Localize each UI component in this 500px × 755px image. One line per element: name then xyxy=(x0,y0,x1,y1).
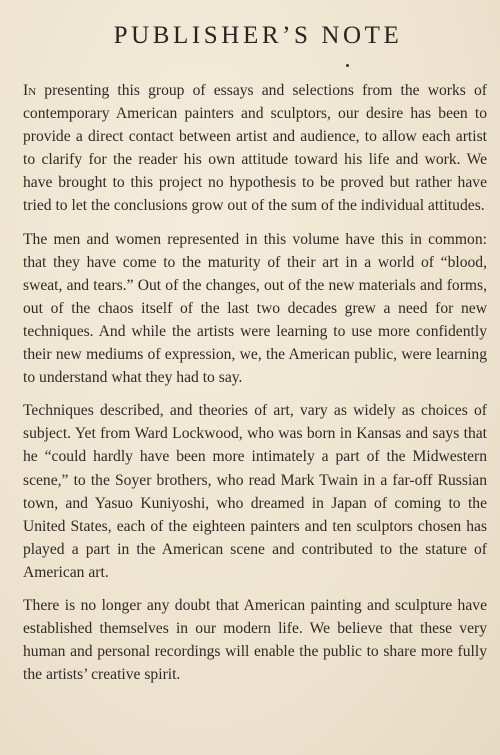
ink-speck xyxy=(346,64,349,67)
paragraph-1 xyxy=(23,79,487,218)
paragraph-2: The men and women represented in this volume have this in common: that they have come to the maturity of their art in a world of “blood, sweat, and tears.” Out of the changes, out of the new materials and forms, out of the chaos itself of the last two decades grew a need for new techniques. And while the artists were learning to use more confidently their new mediums of expression, we, the American public, were learning to understand what they had to say. xyxy=(23,230,487,387)
paragraph-1-text: presenting this group of essays and selections from the works of contemporary American painters and sculptors, our desire has been to provide a direct contact between artist and audience, to allow each artist to clarify for the reader his own attitude toward his life and work. We have brought to this project no hypothesis to be proved but rather have tried to let the conclusions grow out of the sum of the individual attitudes. xyxy=(23,82,487,215)
paragraph-4: There is no longer any doubt that American painting and sculpture have established themselves in our modern life. We believe that these very human and personal recordings will enable the public to share more fully the artists’ creative spirit. xyxy=(23,596,487,684)
paragraph-3: Techniques described, and theories of art, vary as widely as choices of subject. Yet from Ward Lockwood, who was born in Kansas and says that he “could hardly have been more intimately a part of the Midwestern scene,” to the Soyer brothers, who read Mark Twain in a far-off Russian town, and Yasuo Kuniyoshi, who dreamed in Japan of coming to the United States, each of the eighteen painters and ten sculptors chosen has played a part in the American scene and contributed to the stature of American art. xyxy=(23,402,487,581)
page-title: PUBLISHER’S NOTE xyxy=(113,22,403,49)
paragraph-lead-word: In xyxy=(23,82,37,99)
note-body xyxy=(23,79,487,686)
